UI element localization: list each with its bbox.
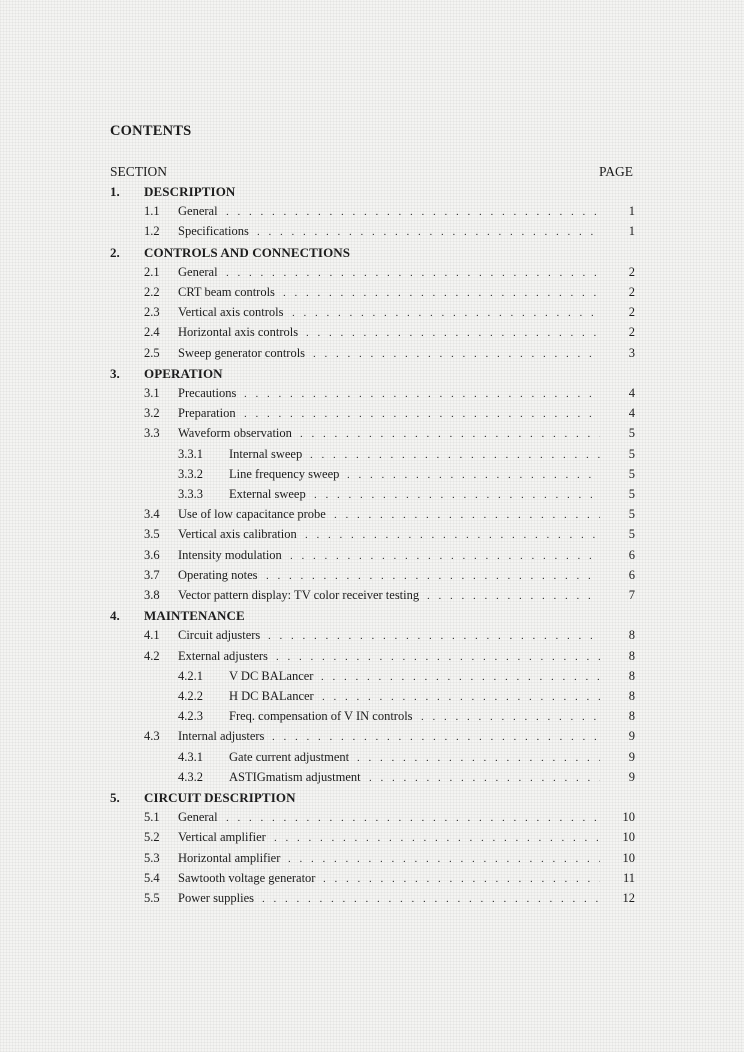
entry-title: Sweep generator controls — [178, 346, 306, 360]
dot-leader — [244, 388, 600, 400]
entry-page-number: 6 — [628, 568, 635, 582]
entry-number: 4.3.1 — [178, 750, 203, 764]
dot-leader — [305, 529, 600, 541]
toc-entry-row — [0, 810, 744, 830]
toc-subentry-row — [0, 669, 744, 689]
dot-leader — [283, 287, 600, 299]
entry-title: Precautions — [178, 386, 237, 400]
entry-page-number: 8 — [628, 628, 635, 642]
entry-number: 2.5 — [144, 346, 160, 360]
entry-title: Line frequency sweep — [229, 467, 340, 481]
toc-entry-row — [0, 285, 744, 305]
toc-entry-row — [0, 628, 744, 648]
entry-page-number: 2 — [628, 305, 635, 319]
toc-subentry-row — [0, 709, 744, 729]
dot-leader — [244, 408, 600, 420]
entry-page-number: 5 — [628, 426, 635, 440]
entry-title: Gate current adjustment — [229, 750, 350, 764]
toc-section-row — [0, 790, 744, 810]
toc-entry-row — [0, 507, 744, 527]
entry-page-number: 6 — [628, 548, 635, 562]
entry-number: 5.1 — [144, 810, 160, 824]
entry-number: 3.1 — [144, 386, 160, 400]
entry-number: 3.4 — [144, 507, 160, 521]
entry-number: 5.3 — [144, 851, 160, 865]
entry-number: 3.5 — [144, 527, 160, 541]
dot-leader — [369, 772, 600, 784]
entry-title: Use of low capacitance probe — [178, 507, 326, 521]
toc-entry-row — [0, 830, 744, 850]
entry-number: 2.2 — [144, 285, 160, 299]
toc-section-row — [0, 184, 744, 204]
entry-page-number: 2 — [628, 285, 635, 299]
entry-title: Preparation — [178, 406, 236, 420]
entry-number: 2.3 — [144, 305, 160, 319]
toc-subentry-row — [0, 750, 744, 770]
entry-number: 3.7 — [144, 568, 160, 582]
entry-number: 3. — [110, 366, 120, 381]
entry-number: 4.2.2 — [178, 689, 203, 703]
entry-page-number: 5 — [628, 467, 635, 481]
toc-subentry-row — [0, 487, 744, 507]
page-title: CONTENTS — [110, 123, 192, 139]
dot-leader — [322, 691, 600, 703]
entry-number: 5.2 — [144, 830, 160, 844]
dot-leader — [257, 226, 600, 238]
entry-number: 2.1 — [144, 265, 160, 279]
entry-title: General — [178, 265, 218, 279]
page-column-header: PAGE — [599, 164, 634, 179]
dot-leader — [300, 428, 600, 440]
toc-entry-row — [0, 406, 744, 426]
toc-entry-row — [0, 325, 744, 345]
entry-title: DESCRIPTION — [144, 184, 236, 199]
toc-entry-row — [0, 224, 744, 244]
entry-title: CIRCUIT DESCRIPTION — [144, 790, 296, 805]
dot-leader — [323, 873, 600, 885]
entry-page-number: 5 — [628, 447, 635, 461]
entry-number: 1. — [110, 184, 120, 199]
dot-leader — [226, 206, 600, 218]
toc-entry-row — [0, 527, 744, 547]
entry-page-number: 2 — [628, 265, 635, 279]
entry-page-number: 5 — [628, 527, 635, 541]
entry-title: Freq. compensation of V IN controls — [229, 709, 413, 723]
entry-title: Horizontal amplifier — [178, 851, 281, 865]
entry-title: Circuit adjusters — [178, 628, 261, 642]
entry-title: ASTIGmatism adjustment — [229, 770, 361, 784]
section-column-header: SECTION — [110, 164, 167, 179]
dot-leader — [226, 812, 600, 824]
toc-entry-row — [0, 649, 744, 669]
entry-page-number: 9 — [628, 750, 635, 764]
entry-title: MAINTENANCE — [144, 608, 245, 623]
toc-entry-row — [0, 265, 744, 285]
entry-title: Horizontal axis controls — [178, 325, 299, 339]
entry-page-number: 3 — [628, 346, 635, 360]
entry-number: 4.3.2 — [178, 770, 203, 784]
entry-number: 3.6 — [144, 548, 160, 562]
entry-number: 3.3.1 — [178, 447, 203, 461]
dot-leader — [274, 832, 600, 844]
toc-entry-row — [0, 891, 744, 911]
toc-subentry-row — [0, 770, 744, 790]
entry-title: Vector pattern display: TV color receiver testing — [178, 588, 420, 602]
entry-title: General — [178, 810, 218, 824]
toc-entry-row — [0, 729, 744, 749]
entry-page-number: 8 — [628, 669, 635, 683]
dot-leader — [266, 570, 600, 582]
entry-title: General — [178, 204, 218, 218]
toc-entry-row — [0, 426, 744, 446]
entry-number: 2. — [110, 245, 120, 260]
dot-leader — [272, 731, 600, 743]
entry-page-number: 5 — [628, 507, 635, 521]
dot-leader — [314, 489, 600, 501]
entry-number: 4.2.3 — [178, 709, 203, 723]
entry-title: CONTROLS AND CONNECTIONS — [144, 245, 351, 260]
toc-entry-row — [0, 305, 744, 325]
entry-title: Vertical axis calibration — [178, 527, 297, 541]
entry-page-number: 8 — [628, 649, 635, 663]
entry-title: Internal sweep — [229, 447, 303, 461]
toc-entry-row — [0, 548, 744, 568]
dot-leader — [262, 893, 600, 905]
entry-page-number: 4 — [628, 406, 635, 420]
entry-page-number: 9 — [628, 729, 635, 743]
entry-title: Power supplies — [178, 891, 255, 905]
entry-title: OPERATION — [144, 366, 223, 381]
entry-page-number: 10 — [622, 851, 635, 865]
dot-leader — [427, 590, 600, 602]
dot-leader — [306, 327, 600, 339]
entry-number: 4. — [110, 608, 120, 623]
entry-page-number: 1 — [628, 204, 635, 218]
dot-leader — [321, 671, 600, 683]
dot-leader — [268, 630, 600, 642]
entry-number: 1.1 — [144, 204, 160, 218]
entry-page-number: 7 — [628, 588, 635, 602]
dot-leader — [357, 752, 600, 764]
entry-number: 4.1 — [144, 628, 160, 642]
dot-leader — [334, 509, 600, 521]
entry-number: 3.8 — [144, 588, 160, 602]
entry-number: 3.2 — [144, 406, 160, 420]
entry-title: V DC BALancer — [229, 669, 314, 683]
entry-title: External sweep — [229, 487, 306, 501]
toc-subentry-row — [0, 447, 744, 467]
dot-leader — [226, 267, 600, 279]
toc-subentry-row — [0, 467, 744, 487]
entry-number: 4.3 — [144, 729, 160, 743]
entry-number: 1.2 — [144, 224, 160, 238]
dot-leader — [313, 348, 600, 360]
entry-number: 5.4 — [144, 871, 160, 885]
entry-number: 5.5 — [144, 891, 160, 905]
entry-number: 3.3 — [144, 426, 160, 440]
entry-page-number: 1 — [628, 224, 635, 238]
entry-number: 5. — [110, 790, 120, 805]
toc-entry-row — [0, 346, 744, 366]
entry-number: 4.2 — [144, 649, 160, 663]
entry-title: Intensity modulation — [178, 548, 282, 562]
entry-page-number: 8 — [628, 689, 635, 703]
entry-title: Specifications — [178, 224, 249, 238]
entry-page-number: 9 — [628, 770, 635, 784]
entry-page-number: 4 — [628, 386, 635, 400]
entry-page-number: 10 — [622, 810, 635, 824]
entry-page-number: 5 — [628, 487, 635, 501]
entry-page-number: 8 — [628, 709, 635, 723]
toc-section-row — [0, 608, 744, 628]
entry-page-number: 11 — [622, 871, 635, 885]
toc-entry-row — [0, 386, 744, 406]
toc-entry-row — [0, 871, 744, 891]
dot-leader — [421, 711, 600, 723]
entry-title: Vertical axis controls — [178, 305, 284, 319]
toc-entry-row — [0, 204, 744, 224]
entry-title: H DC BALancer — [229, 689, 314, 703]
entry-number: 3.3.3 — [178, 487, 203, 501]
entry-title: Internal adjusters — [178, 729, 265, 743]
entry-title: Sawtooth voltage generator — [178, 871, 316, 885]
entry-title: Vertical amplifier — [178, 830, 266, 844]
dot-leader — [290, 550, 600, 562]
toc-section-row — [0, 245, 744, 265]
dot-leader — [310, 449, 600, 461]
entry-title: Waveform observation — [178, 426, 292, 440]
entry-number: 4.2.1 — [178, 669, 203, 683]
entry-title: Operating notes — [178, 568, 258, 582]
dot-leader — [276, 651, 600, 663]
entry-number: 3.3.2 — [178, 467, 203, 481]
toc-entry-row — [0, 568, 744, 588]
toc-entry-row — [0, 588, 744, 608]
entry-title: CRT beam controls — [178, 285, 275, 299]
toc-subentry-row — [0, 689, 744, 709]
toc-entry-row — [0, 851, 744, 871]
dot-leader — [347, 469, 600, 481]
entry-page-number: 2 — [628, 325, 635, 339]
dot-leader — [292, 307, 600, 319]
toc-section-row — [0, 366, 744, 386]
entry-number: 2.4 — [144, 325, 160, 339]
entry-page-number: 12 — [622, 891, 635, 905]
entry-title: External adjusters — [178, 649, 268, 663]
entry-page-number: 10 — [622, 830, 635, 844]
dot-leader — [288, 853, 600, 865]
